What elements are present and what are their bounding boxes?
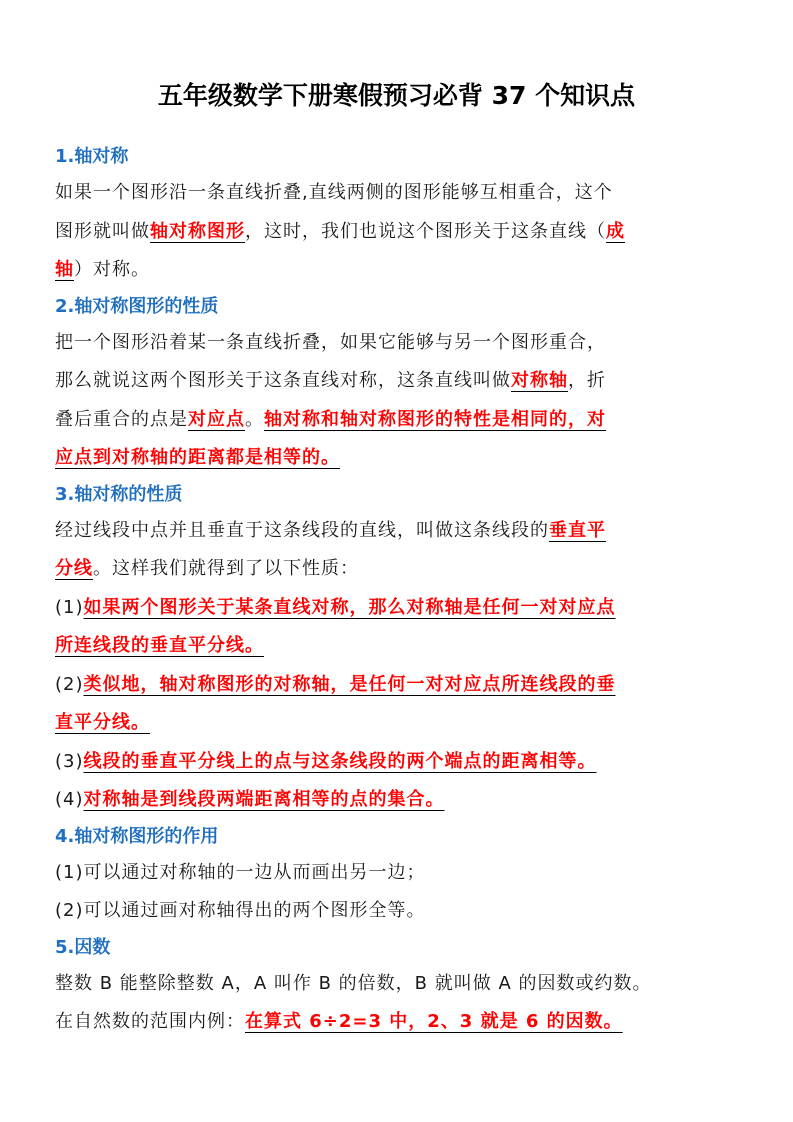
emphasis-term: 轴对称和轴对称图形的特性是相同的，对 — [264, 408, 606, 430]
document-title: 五年级数学下册寒假预习必背 37 个知识点 — [157, 81, 636, 110]
text-run: ，这时，我们也说这个图形关于这条直线（ — [245, 220, 606, 242]
text-line — [55, 704, 745, 743]
text-line — [55, 854, 745, 893]
emphasis-term: 如果两个图形关于某条直线对称，那么对称轴是任何一对对应点 — [83, 596, 616, 618]
list-marker: (3) — [55, 750, 84, 772]
text-line — [55, 1003, 745, 1042]
text-line — [55, 627, 745, 666]
list-marker: (1) — [55, 596, 84, 618]
text-line — [55, 781, 745, 820]
text-run: 叠后重合的点是 — [55, 408, 188, 430]
list-marker: (2) — [55, 673, 84, 695]
text-line — [55, 512, 745, 551]
text-line — [55, 965, 745, 1004]
text-line — [55, 213, 745, 252]
section-3-paragraph — [55, 512, 745, 820]
section-heading-3: 3.轴对称的性质 — [55, 483, 183, 505]
text-line — [55, 401, 745, 440]
emphasis-term: 类似地，轴对称图形的对称轴，是任何一对对应点所连线段的垂 — [83, 673, 616, 695]
emphasis-term: 对称轴 — [511, 370, 568, 391]
section-5-paragraph — [55, 965, 745, 1042]
emphasis-term: 在算式 6÷2=3 中，2、3 就是 6 的因数。 — [245, 1011, 623, 1032]
emphasis-term: 对应点 — [188, 408, 245, 430]
text-line — [55, 362, 745, 401]
text-line — [55, 324, 745, 363]
emphasis-term: 轴对称图形 — [150, 220, 245, 242]
document-body — [55, 140, 745, 1042]
text-run: 整数 B 能整除整数 A，A 叫作 B 的倍数，B 就叫做 A 的因数或约数。 — [55, 972, 652, 994]
section-heading-5: 5.因数 — [55, 936, 111, 958]
text-run: 那么就说这两个图形关于这条直线对称，这条直线叫做 — [55, 370, 511, 391]
section-1-paragraph — [55, 174, 745, 290]
section-heading-1: 1.轴对称 — [55, 146, 129, 167]
emphasis-term: 直平分线。 — [55, 712, 150, 733]
section-2-paragraph — [55, 324, 745, 478]
text-line — [55, 743, 745, 782]
list-marker: (4) — [55, 789, 84, 810]
text-line — [55, 174, 745, 213]
emphasis-term: 所连线段的垂直平分线。 — [55, 635, 264, 656]
emphasis-term: 应点到对称轴的距离都是相等的。 — [55, 447, 340, 468]
section-heading-2: 2.轴对称图形的性质 — [55, 295, 219, 317]
section-4-paragraph — [55, 854, 745, 931]
emphasis-term: 分线 — [55, 558, 93, 579]
text-run: 图形就叫做 — [55, 220, 150, 242]
text-run: 在自然数的范围内例： — [55, 1011, 245, 1032]
text-run: 把一个图形沿着某一条直线折叠，如果它能够与另一个图形重合， — [55, 331, 606, 353]
section-heading-4: 4.轴对称图形的作用 — [55, 825, 219, 847]
text-line — [55, 589, 745, 628]
text-line — [55, 666, 745, 705]
text-run: 经过线段中点并且垂直于这条线段的直线，叫做这条线段的 — [55, 519, 549, 541]
text-run: (1)可以通过对称轴的一边从而画出另一边； — [55, 861, 426, 883]
text-run: 。 — [245, 408, 264, 430]
text-line — [55, 251, 745, 290]
text-line — [55, 439, 745, 478]
emphasis-term: 对称轴是到线段两端距离相等的点的集合。 — [83, 789, 445, 810]
emphasis-term: 垂直平 — [549, 519, 606, 541]
text-line — [55, 892, 745, 931]
emphasis-term: 轴 — [55, 259, 74, 280]
text-run: 。这样我们就得到了以下性质： — [93, 558, 359, 579]
text-run: ）对称。 — [74, 259, 150, 280]
text-run: ，折 — [568, 370, 606, 391]
text-run: 如果一个图形沿一条直线折叠,直线两侧的图形能够互相重合，这个 — [55, 182, 613, 203]
text-line — [55, 550, 745, 589]
emphasis-term: 成 — [606, 220, 625, 242]
emphasis-term: 线段的垂直平分线上的点与这条线段的两个端点的距离相等。 — [83, 750, 597, 772]
text-run: (2)可以通过画对称轴得出的两个图形全等。 — [55, 900, 426, 921]
